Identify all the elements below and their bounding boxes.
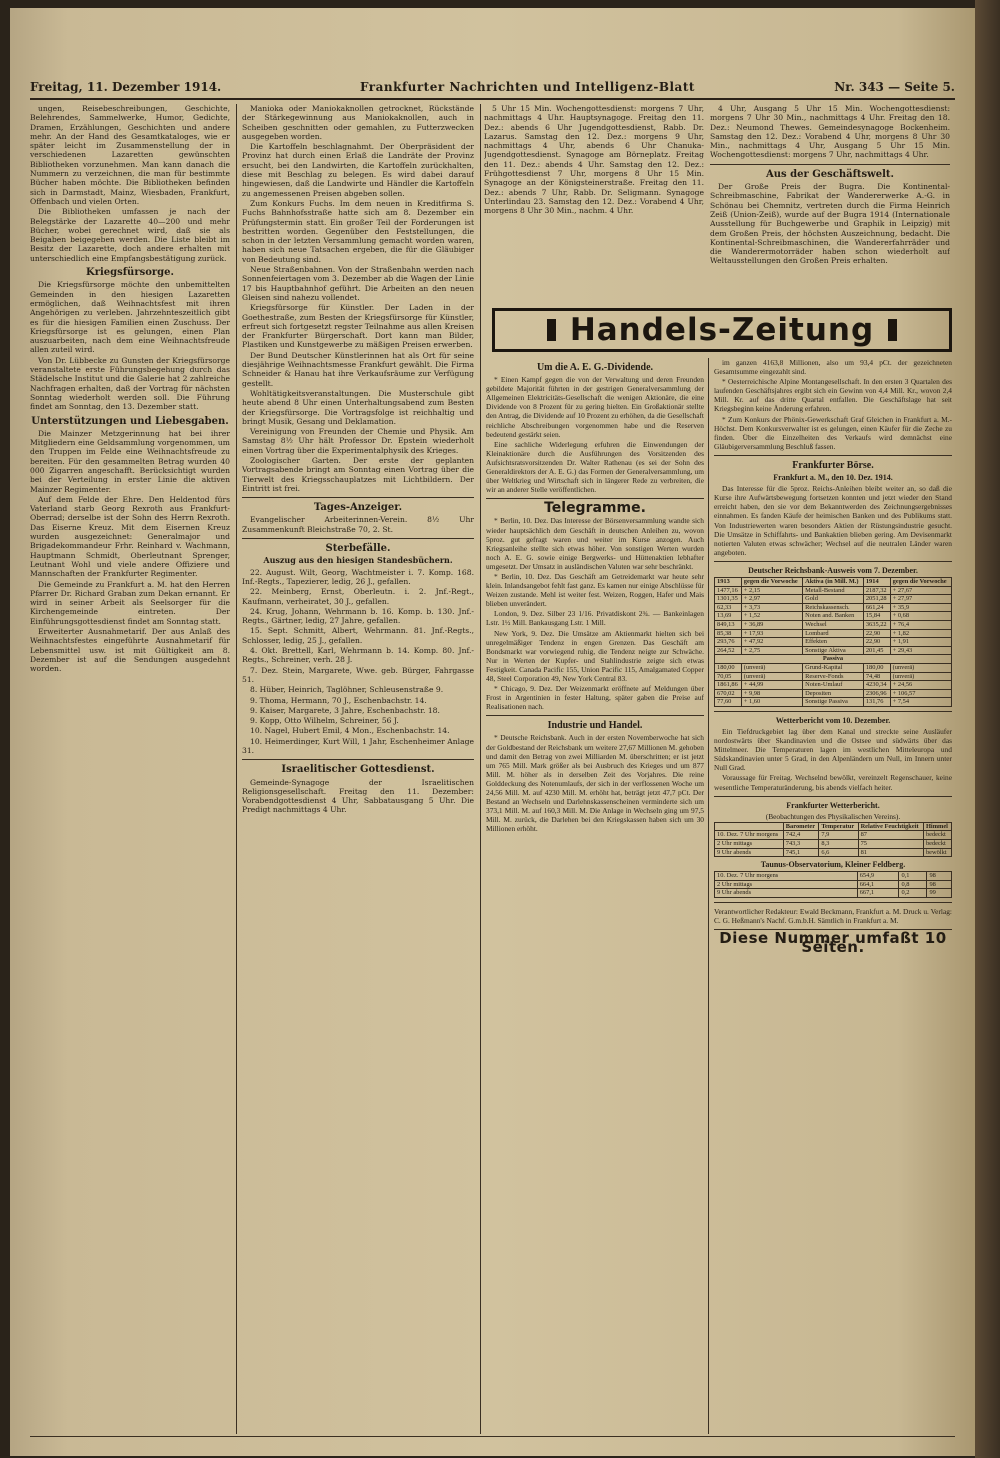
table-section-label: Passiva xyxy=(715,655,952,664)
column-2 xyxy=(242,104,474,1434)
table-cell: + 44,99 xyxy=(741,681,802,690)
table-row xyxy=(715,638,952,647)
table-cell: + 35,9 xyxy=(890,603,951,612)
table-cell: Grund-Kapital xyxy=(803,663,864,672)
table-cell: 2051,28 xyxy=(863,595,890,604)
table-cell: 10. Dez. 7 Uhr morgens xyxy=(715,831,784,840)
article-text: Auf dem Felde der Ehre. Den Heldentod fürs Vaterland starb Georg Rexroth aus Frankfurt-Oberrad; derselbe ist der Sohn des Herrn Rexroth. Das Eiserne Kreuz. Mit dem Eisernen Kreuz wurden ausgezeichnet: Generalmajor und Brigadekommandeur Frhr. Reinhard v. Wachmann, Hauptmann Schmidt, Oberleutnant Sprenger, Leutnant Wohl und viele andere Offiziere und Mannschaften der Frankfurter Regimenter. xyxy=(30,494,230,579)
table-cell: 201,45 xyxy=(863,646,890,655)
table-cell: + 1,60 xyxy=(741,698,802,707)
table-cell: 3635,22 xyxy=(863,620,890,629)
table-body xyxy=(715,872,952,898)
section-heading: Kriegsfürsorge. xyxy=(86,267,174,279)
table-cell: 1301,35 xyxy=(715,595,742,604)
table-cell: 4230,34 xyxy=(863,681,890,690)
table-cell: Sonstige Passiva xyxy=(803,698,864,707)
table-cell: Gold xyxy=(803,595,864,604)
table-cell: 99 xyxy=(927,889,952,898)
article-text: Neue Straßenbahnen. Von der Straßenbahn werden nach Sonnenfeiertagen vom 3. Dezember ab die Wagen der Linie 17 bis Hauptbahnhof geführt. Die Arbeiten an den neuen Gleisen sind nahezu vollendet. xyxy=(242,265,474,302)
table-cell: + 1,91 xyxy=(890,638,951,647)
table-cell: Reserve-Fonds xyxy=(803,672,864,681)
table-cell: 62,33 xyxy=(715,603,742,612)
section-heading: Sterbefälle. xyxy=(325,543,391,555)
table-header: Himmel xyxy=(923,822,951,831)
divider xyxy=(714,796,952,797)
column-divider xyxy=(708,358,709,1434)
table-cell: 22,90 xyxy=(863,638,890,647)
divider xyxy=(486,498,704,499)
table-cell: + 0,68 xyxy=(890,612,951,621)
banner-title: Handels-Zeitung xyxy=(569,312,875,348)
masthead-page-number: Nr. 343 — Seite 5. xyxy=(834,80,955,94)
table-cell: 2 Uhr mittags xyxy=(715,880,858,889)
table-header: 1913 xyxy=(715,577,742,586)
table-header: 1914 xyxy=(863,577,890,586)
table-cell: + 2,15 xyxy=(741,586,802,595)
table-cell: 77,60 xyxy=(715,698,742,707)
table-title: Deutscher Reichsbank-Ausweis vom 7. Dezember. xyxy=(748,565,918,575)
table-cell: 74,48 xyxy=(863,672,890,681)
section-subheading: Frankfurt a. M., den 10. Dez. 1914. xyxy=(773,473,893,483)
article-text: im ganzen 4163,8 Millionen, also um 93,4 pCt. der gezeichneten Gesamtsumme eingezahlt sind. xyxy=(714,358,952,377)
table-cell: 85,38 xyxy=(715,629,742,638)
table-cell: 98 xyxy=(927,872,952,881)
table-cell: 13,69 xyxy=(715,612,742,621)
table-cell: 849,13 xyxy=(715,620,742,629)
divider xyxy=(242,497,474,498)
death-notice: 8. Hüber, Heinrich, Taglöhner, Schleusenstraße 9. xyxy=(250,685,444,695)
article-text: * Berlin, 10. Dez. Das Geschäft am Getreidemarkt war heute sehr klein. Inlandsangebot fehlt fast ganz. Es kamen nur einige Abschlüsse für Weizen zustande. Mehl ist weiter fest. Weizen, Roggen, Hafer und Mais blieben unverändert. xyxy=(486,571,704,609)
table-cell: + 1,52 xyxy=(741,612,802,621)
table-cell: 70,05 xyxy=(715,672,742,681)
article-text: Die Kriegsfürsorge möchte den unbemittelten Gemeinden in den hiesigen Lazaretten ermöglichen, daß Weihnachtsfest mit ihren Angehörigen zu verleben. Jahrzehnteszeitlich gibt es für die hiesigen Familien einen Zuschuss. Der Kriegsfürsorge ist es gelungen, einen Plan auszuarbeiten, nach dem eine Weihnachtsfreude allen zuteil wird. xyxy=(30,280,230,355)
table-cell: 664,1 xyxy=(857,880,899,889)
table-cell: 10. Dez. 7 Uhr morgens xyxy=(715,872,858,881)
table-cell: 654,9 xyxy=(857,872,899,881)
table-header: gegen die Vorwoche xyxy=(890,577,951,586)
taunus-table xyxy=(714,871,952,898)
article-text: Zum Konkurs Fuchs. Im dem neuen in Kreditfirma S. Fuchs Bahnhofsstraße hatte sich am 8. Dezember ein Prüfungstermin statt. Ein großer Teil der Forderungen ist bestritten worden. Gegenüber den Feststellungen, die schon in der letzten Versammlung gemacht worden waren, haben sich neue Tatsachen ergeben, die für die Gläubiger von Bedeutung sind. xyxy=(242,198,474,264)
table-cell: 7,9 xyxy=(819,831,858,840)
table-cell: + 1,82 xyxy=(890,629,951,638)
table-cell: 1861,86 xyxy=(715,681,742,690)
table-row xyxy=(715,663,952,672)
table-cell: 6,6 xyxy=(819,848,858,857)
article-text: 5 Uhr 15 Min. Wochengottesdienst: morgens 7 Uhr, nachmittags 4 Uhr. Hauptsynagoge. Freitag den 11. Dez.: abends 6 Uhr Jugendgottesdienst, Rabb. Dr. Lazarus. Samstag den 12. Dez.: morgens 9 Uhr, nachmittags 4 Uhr, abends 6 Uhr Chanuka-Jugendgottesdienst. Synagoge am Börneplatz. Freitag den 11. Dez.: abends 4 Uhr. Samstag den 12. Dez.: Frühgottesdienst 7 Uhr, morgens 8 Uhr 15 Min. Synagoge an der Königsteinerstraße. Freitag den 11. Dez.: abends 7 Uhr, Rabb. Dr. Seligmann. Synagoge Unterlindau 23. Samstag den 12. Dez.: Vorabend 4 Uhr, morgens 8 Uhr 30 Min., nachm. 4 Uhr. xyxy=(484,104,704,216)
article-text: Evangelischer Arbeiterinnen-Verein. 8½ Uhr Zusammenkunft Bleichstraße 70, 2. St. xyxy=(242,515,474,534)
section-heading: Aus der Geschäftswelt. xyxy=(765,168,895,180)
section-heading: Tages-Anzeiger. xyxy=(313,502,403,514)
table-cell: (unverä) xyxy=(890,672,951,681)
table-cell: + 36,89 xyxy=(741,620,802,629)
weather-table xyxy=(714,822,952,857)
bottom-rule xyxy=(30,1436,955,1437)
divider xyxy=(710,164,950,165)
table-row xyxy=(715,889,952,898)
article-text: Die Bibliotheken umfassen je nach der Belegstärke der Lazarette 40—200 und mehr Bücher, wobei gerechnet wird, daß sie als Beigaben beigegeben werden. Die Liste bleibt im Besitz der Lazarette, doch andere erhalten mit unterschiedlich eine Empfangsbestätigung zurück. xyxy=(30,207,230,263)
article-text: Von Dr. Lübbecke zu Gunsten der Kriegsfürsorge veranstaltete erste Führungsbegehung durch das Städelsche Institut und die Galerie hat 2 zahlreiche Nachfragen erhalten, daß der Vortrag für nächsten Sonntag wiederholt werden soll. Die Führung findet am Sonntag, den 13. Dezember statt. xyxy=(30,355,230,412)
table-row xyxy=(715,880,952,889)
table-header: Temperatur xyxy=(819,822,858,831)
article-text: Der Bund Deutscher Künstlerinnen hat als Ort für seine diesjährige Weihnachtsmesse Frankfurt gewählt. Die Firma Schneider & Hanau hat ihre Verkaufsräume zur Verfügung gestellt. xyxy=(242,350,474,388)
table-cell: 9 Uhr abends xyxy=(715,848,784,857)
divider xyxy=(714,711,952,712)
table-cell: 670,02 xyxy=(715,689,742,698)
table-cell: 180,00 xyxy=(715,663,742,672)
table-cell: + 106,57 xyxy=(890,689,951,698)
section-subheading: Frankfurter Wetterbericht. xyxy=(786,800,880,810)
table-cell: 22,90 xyxy=(863,629,890,638)
table-cell: 0,1 xyxy=(899,872,927,881)
article-text: Zoologischer Garten. Der erste der geplanten Vortragsabende bringt am Sonntag einen Vortrag über die Tierwelt des Kriegsschauplatzes mit Lichtbildern. Der Eintritt ist frei. xyxy=(242,455,474,493)
table-row xyxy=(715,872,952,881)
table-cell: + 7,54 xyxy=(890,698,951,707)
table-body xyxy=(715,586,952,655)
table-row xyxy=(715,586,952,595)
table-cell: 180,00 xyxy=(863,663,890,672)
table-cell: + 76,4 xyxy=(890,620,951,629)
handels-zeitung-banner xyxy=(492,308,952,352)
section-subheading: Wetterbericht vom 10. Dezember. xyxy=(775,715,891,725)
table-cell: bedeckt xyxy=(923,840,951,849)
table-header: Barometer xyxy=(783,822,819,831)
table-cell: 1477,16 xyxy=(715,586,742,595)
table-row xyxy=(715,848,952,857)
table-body xyxy=(715,663,952,706)
table-cell: 87 xyxy=(858,831,923,840)
section-heading: Industrie und Handel. xyxy=(547,720,643,732)
column-4-top xyxy=(710,104,950,299)
table-cell: Lombard xyxy=(803,629,864,638)
article-text: Eine sachliche Widerlegung erfuhren die Einwendungen der Kleinaktionäre durch die Ausführungen des Vorsitzenden des Aufsichtsratsvorsitzenden Dr. Walter Rathenau (es sei der Sohn des Generaldirektors der A. E. G.) das Formen der Generalversammlung, um über Weltkrieg und Wirtschaft sich in längerer Rede zu verbreiten, die wir an anderer Stelle veröffentlichen. xyxy=(486,439,704,495)
table-cell: Depositen xyxy=(803,689,864,698)
article-text: * Zum Konkurs der Phönix-Gewerkschaft Graf Gleichen in Frankfurt a. M.-Höchst. Dem Konkursverwalter ist es gelungen, einen Käufer für die Zeche zu finden. Über die Einzelheiten des Verkaufs wird demnächst eine Gläubigerversammlung Beschluß fassen. xyxy=(714,414,952,451)
article-text: Manioka oder Maniokaknollen getrocknet, Rückstände der Stärkegewinnung aus Maniokaknollen, auch in Scheiben geschnitten oder gemahlen, zu Futterzwecken ausgegeben worden. xyxy=(242,104,474,141)
table-cell: Noten and. Banken xyxy=(803,612,864,621)
section-heading: Israelitischer Gottesdienst. xyxy=(281,764,435,776)
section-note: (Beobachtungen des Physikalischen Vereins). xyxy=(765,811,901,821)
death-notice: 15. Sept. Schmitt, Albert, Wehrmann. 81. Jnf.-Regts., Schlosser, ledig, 25 J., gefallen. xyxy=(242,626,474,645)
column-6 xyxy=(714,358,952,1434)
table-cell: + 24,56 xyxy=(890,681,951,690)
masthead-title: Frankfurter Nachrichten und Intelligenz-Blatt xyxy=(360,80,695,94)
article-text: Kriegsfürsorge für Künstler. Der Laden in der Goethestraße, zum Besten der Kriegsfürsorge für Künstler, erfreut sich fortgesetzt regster Teilnahme aus allen Kreisen der Frankfurter Bürgerschaft. Dort kann man Bilder, Plastiken und Kunstgewerbe zu mäßigen Preisen erwerben. xyxy=(242,303,474,350)
table-header-row xyxy=(715,577,952,586)
table-cell: 98 xyxy=(927,880,952,889)
table-row xyxy=(715,595,952,604)
table-row xyxy=(715,672,952,681)
table-cell: Sonstige Aktiva xyxy=(803,646,864,655)
table-cell: (unverä) xyxy=(741,672,802,681)
article-text: * Deutsche Reichsbank. Auch in der ersten Novemberwoche hat sich der Goldbestand der Reichsbank um weitere 27,67 Millionen M. gehoben und damit den Betrag von zwei Milliarden M. überschritten; er ist jetzt um 765 Mill. Mark größer als bei Ausbruch des Krieges und um 877 Mill. M. höher als in derselben Zeit des Vorjahres. Die reine Golddeckung des Notenumlaufs, der sich in der verflossenen Woche um 24,56 Mill. M. auf 4230 Mill. M. erhöht hat, beträgt jetzt 47,7 pCt. Der Bestand an Wechseln und Darlehnskassenscheinen verminderte sich um 373,1 Mill. M. auf 160,3 Mill. M. Die Anlage in Wechseln ging um 97,5 Mill. M. zurück, die Darlehen bei den Kriegskassen haben sich um 30 Millionen erhöht. xyxy=(486,733,704,834)
divider xyxy=(714,902,952,903)
page-count-note: Diese Nummer umfaßt 10 Seiten. xyxy=(719,929,947,957)
death-notice: 9. Kaiser, Margarete, 3 Jahre, Eschenbachstr. 18. xyxy=(250,705,440,715)
table-cell: 81 xyxy=(858,848,923,857)
table-cell: 745,1 xyxy=(783,848,819,857)
table-cell: + 2,97 xyxy=(741,595,802,604)
divider xyxy=(242,538,474,539)
article-text: * Einen Kampf gegen die von der Verwaltung und deren Freunden gebildete Majorität führten in der gestrigen Generalversammlung der Allgemeinen Elektricitäts-Gesellschaft die wenigen Aktionäre, die eine Dividende von 8 Prozent für zu gering hielten. Ein Großaktionär stellte den Antrag, die Dividende auf 10 Prozent zu erhöhen, da die Gesellschaft reichliche Abschreibungen vorgenommen habe und die Reserven bedeutend gestärkt seien. xyxy=(486,375,704,439)
banner-bar-left xyxy=(547,319,556,341)
divider xyxy=(714,561,952,562)
table-cell: Wechsel xyxy=(803,620,864,629)
table-header: Relative Feuchtigkeit xyxy=(858,822,923,831)
table-cell: 2 Uhr mittags xyxy=(715,840,784,849)
table-row xyxy=(715,620,952,629)
article-text: Vereinigung von Freunden der Chemie und Physik. Am Samstag 8½ Uhr hält Professor Dr. Epstein wiederholt einen Vortrag über die Experimentalphysik des Krieges. xyxy=(242,427,474,455)
table-cell: 742,4 xyxy=(783,831,819,840)
article-text: 4 Uhr, Ausgang 5 Uhr 15 Min. Wochengottesdienst: morgens 7 Uhr 30 Min., nachmittags 4 Uhr. Freitag den 18. Dez.: Neumond Thewes. Gemeindesynagoge Bockenheim. Samstag den 12. Dez.: Vorabend 4 Uhr, morgens 8 Uhr 30 Min., nachmittags 4 Uhr, Ausgang 5 Uhr 15 Min. Wochengottesdienst: morgens 7 Uhr, nachmittags 4 Uhr. xyxy=(710,104,950,160)
column-divider xyxy=(236,104,237,1434)
article-text: Das Interesse für die 5proz. Reichs-Anleihen bleibt weiter an, so daß die Kurse ihre Aufwärtsbewegung fortsetzen konnten und jetzt wieder den Stand erreicht haben, den sie vor dem Bekanntwerden des Zeichnungsergebnisses einnahmen. Es fanden Käufe der heimischen Banken und des Publikums statt. Von Industriewerten waren besonders Aktien der Rüstungsindustrie gesucht. Die Umsätze in Schiffahrts- und Bankaktien blieben gering. Am Devisenmarkt notierten Valuten etwas schwächer; Wechsel auf die neutralen Länder waren angeboten. xyxy=(714,484,952,557)
article-text: Erweiterter Ausnahmetarif. Der aus Anlaß des Weihnachtsfestes eingeführte Ausnahmetarif für Lebensmittel usw. ist mit Gültigkeit am 8. Dezember ist auf die Sendungen ausgedehnt worden. xyxy=(30,627,230,674)
table-row xyxy=(715,612,952,621)
article-text: Der Große Preis der Bugra. Die Kontinental-Schreibmaschine, Fabrikat der Wandererwerke A.-G. in Schönau bei Chemnitz, vertreten durch die Firma Heinrich Zeiß (Union-Zeiß), wurde auf der Bugra 1914 (Internationale Ausstellung für Buchgewerbe und Graphik in Leipzig) mit dem Großen Preis, der höchsten Auszeichnung, bedacht. Die Kontinental-Schreibmaschinen, die Wandererfahrräder und die Wanderermotorräder haben schon wiederholt auf Weltausstellungen den Großen Preis erhalten. xyxy=(710,182,950,266)
article-text: Ein Tiefdruckgebiet lag über dem Kanal und streckte seine Ausläufer nordostwärts über Skandinavien und die Ostsee und südwärts über das Mittelmeer. Die Temperaturen lagen im westlichen Mitteleuropa und Südskandinavien unter 5 Grad, in den Alpenländern um Null, im Innern unter Null Grad. xyxy=(714,726,952,773)
table-cell: 0,2 xyxy=(899,889,927,898)
table-cell: 661,24 xyxy=(863,603,890,612)
table-cell: 15,84 xyxy=(863,612,890,621)
table-row xyxy=(715,603,952,612)
table-cell: 293,76 xyxy=(715,638,742,647)
article-text: * Chicago, 9. Dez. Der Weizenmarkt eröffnete auf Meldungen über Frost in Argentinien in fester Haltung, später gaben die Preise auf Realisationen nach. xyxy=(486,684,704,712)
table-cell: + 27,97 xyxy=(890,595,951,604)
table-cell: 9 Uhr abends xyxy=(715,889,858,898)
death-notice: 9. Thoma, Hermann, 70 J., Eschenbachstr. 14. xyxy=(250,695,427,705)
table-cell: Effekten xyxy=(803,638,864,647)
article-text: New York, 9. Dez. Die Umsätze am Aktienmarkt hielten sich bei unregelmäßiger Tendenz in engen Grenzen. Das Geschäft am Bondsmarkt war vorwiegend ruhig, die Tendenz neigte zur Schwäche. Nur in Werten der Kupfer- und Stahlindustrie zeigte sich etwas Festigkeit. Canada Pacific 155, Union Pacific 115, Amalgamated Copper 48, Steel Corporation 49, New York Central 83. xyxy=(486,628,704,683)
table-row xyxy=(715,681,952,690)
table-body xyxy=(715,831,952,857)
table-cell: bewölkt xyxy=(923,848,951,857)
table-cell: Metall-Bestand xyxy=(803,586,864,595)
table-cell: + 29,43 xyxy=(890,646,951,655)
section-heading: Um die A. E. G.-Dividende. xyxy=(536,362,654,373)
table-cell: 2306,96 xyxy=(863,689,890,698)
table-cell: + 9,98 xyxy=(741,689,802,698)
table-row xyxy=(715,698,952,707)
article-text: * Berlin, 10. Dez. Das Interesse der Börsenversammlung wandte sich wieder hauptsächlich dem Geschäft in deutschen Anleihen zu, wovon 5proz. gut gefragt waren und weiter im Kurse anzogen. Auch Kriegsanleihe stellte sich etwas höher. Von sonstigen Werten wurden noch A. E. G. sowie einige Bergwerks- und Hüttenaktien lebhafter umgesetzt. Der Umsatz in ausländischen Valuten war sehr beschränkt. xyxy=(486,516,704,571)
table-cell: 0,8 xyxy=(899,880,927,889)
death-notice: 10. Heimerdinger, Kurt Will, 1 Jahr, Eschenheimer Anlage 31. xyxy=(242,736,474,755)
newspaper-page xyxy=(10,8,975,1456)
table-cell: 8,3 xyxy=(819,840,858,849)
article-text: Wohltätigkeitsveranstaltungen. Die Musterschule gibt heute abend 8 Uhr einen Unterhaltungsabend zum Besten der Kriegsfürsorge. Die Vortragsfolge ist reichhaltig und bringt Musik, Gesang und Deklamation. xyxy=(242,388,474,426)
article-text: Gemeinde-Synagoge der Israelitischen Religionsgesellschaft. Freitag den 11. Dezember: Vorabendgottesdienst 4 Uhr, Sabbatausgang 5 Uhr. Die Predigt nachmittags 4 Uhr. xyxy=(242,777,474,815)
table-header: gegen die Vorwoche xyxy=(741,577,802,586)
divider xyxy=(714,455,952,456)
table-cell: 743,3 xyxy=(783,840,819,849)
table-row xyxy=(715,831,952,840)
table-cell: 264,52 xyxy=(715,646,742,655)
article-text: Voraussage für Freitag. Wechselnd bewölkt, vereinzelt Regenschauer, keine wesentliche Temperaturänderung, bis abends vielfach heiter. xyxy=(714,773,952,792)
table-section-row xyxy=(715,655,952,664)
table-cell: (unverä) xyxy=(741,663,802,672)
article-text: Die Gemeinde zu Frankfurt a. M. hat den Herren Pfarrer Dr. Richard Graban zum Dekan ernannt. Er wird in seiner Arbeit als Seelsorger für die Kirchengemeinde eintreten. Der Einführungsgottesdienst findet am Sonntag statt. xyxy=(30,579,230,626)
article-text: * Oesterreichische Alpine Montangesellschaft. In den ersten 3 Quartalen des laufenden Geschäftsjahres ergibt sich ein Gewinn von 4,4 Mill. Kr., wovon 2,4 Mill. Kr. auf das dritte Quartal entfallen. Die Geschäftslage hat seit Kriegsbeginn keine Änderung erfahren. xyxy=(714,377,952,414)
table-cell: + 3,73 xyxy=(741,603,802,612)
masthead-date: Freitag, 11. Dezember 1914. xyxy=(30,80,222,94)
section-heading: Unterstützungen und Liebesgaben. xyxy=(31,415,229,427)
reichsbank-table xyxy=(714,577,952,707)
table-cell: bedeckt xyxy=(923,831,951,840)
table-cell: + 47,92 xyxy=(741,638,802,647)
death-notice: 10. Nagel, Hubert Emil, 4 Mon., Eschenbachstr. 14. xyxy=(250,726,450,736)
article-text: Die Mainzer Metzgerinnung hat bei ihrer Mitgliedern eine Geldsammlung vorgenommen, um den Truppen im Felde eine Weihnachtsfreude zu bereiten. Für den gesammelten Betrag wurden 40 000 Zigarren angeschafft. Berücksichtigt wurden bei der Verteilung in erster Linie die aktiven Mainzer Regimenter. xyxy=(30,428,230,494)
table-row xyxy=(715,689,952,698)
table-cell: 2187,32 xyxy=(863,586,890,595)
table-cell: 75 xyxy=(858,840,923,849)
section-subheading: Auszug aus den hiesigen Standesbüchern. xyxy=(263,555,453,566)
column-3-top xyxy=(484,104,704,299)
table-cell: 131,76 xyxy=(863,698,890,707)
table-header: Aktiva (in Mill. M.) xyxy=(803,577,864,586)
death-notice: 22. August. Wilt, Georg, Wachtmeister i. 7. Komp. 168. Inf.-Regts., Tapezierer, ledig, 26 J., gefallen. xyxy=(242,567,474,586)
binding-edge xyxy=(975,0,1000,1458)
table-cell: Reichskassensch. xyxy=(803,603,864,612)
table-header-row xyxy=(715,822,952,831)
table-cell: Noten-Umlauf xyxy=(803,681,864,690)
banner-bar-right xyxy=(888,319,897,341)
section-subheading: Taunus-Observatorium, Kleiner Feldberg. xyxy=(760,860,906,870)
table-cell: + 17,93 xyxy=(741,629,802,638)
table-cell: (unverä) xyxy=(890,663,951,672)
table-cell: + 2,75 xyxy=(741,646,802,655)
column-5 xyxy=(486,358,704,1434)
column-1 xyxy=(30,104,230,1434)
table-row xyxy=(715,629,952,638)
death-notice: 4. Okt. Brettell, Karl, Wehrmann b. 14. Komp. 80. Jnf.-Regts., Schreiner, verh. 28 J. xyxy=(242,646,474,665)
table-cell: + 27,67 xyxy=(890,586,951,595)
article-text: London, 9. Dez. Silber 23 1/16. Privatdiskont 2¾. — Bankeinlagen Lstr. 1½ Mill. Bankausgang Lstr. 1 Mill. xyxy=(486,609,704,628)
death-notice: 24. Krug, Johann, Wehrmann b. 16. Komp. b. 130. Jnf.-Regts., Gärtner, ledig, 27 Jahre, gefallen. xyxy=(242,606,474,626)
divider xyxy=(242,759,474,760)
section-heading: Telegramme. xyxy=(544,500,646,517)
column-divider xyxy=(480,104,481,1434)
imprint: Verantwortlicher Redakteur: Ewald Beckmann, Frankfurt a. M. Druck u. Verlag: C. G. Heßmann's Nachf. G.m.b.H. Sämtlich in Frankfurt a. M. xyxy=(714,907,952,926)
death-notice: 7. Dez. Stein, Margarete, Wwe. geb. Bürger, Fahrgasse 51. xyxy=(242,665,474,684)
table-row xyxy=(715,646,952,655)
divider xyxy=(486,715,704,716)
section-heading: Frankfurter Börse. xyxy=(792,459,874,471)
article-text: ungen, Reisebeschreibungen, Geschichte, Belehrendes, Sammelwerke, Humor, Gedichte, Dramen, Erzählungen, Geschichten und andere mehr. An der Hand des Gesamtkataloges, wie er später leicht im Zusammenstellung der in verschiedenen Lazaretten gewünschten Bibliotheken vorzunehmen. Man kann danach die Nummern zu verzeichnen, die man für bestimmte Bücher haben möchte. Die Bibliotheken befinden sich in Darmstadt, Mainz, Wiesbaden, Frankfurt, Offenbach und vielen Orten. xyxy=(30,104,230,206)
table-header xyxy=(715,822,784,831)
table-row xyxy=(715,840,952,849)
article-text: Die Kartoffeln beschlagnahmt. Der Oberpräsident der Provinz hat durch einen Erlaß die Landräte der Provinz ersucht, bei den Landwirten, die Kartoffeln zurückhalten, diese mit Beschlag zu belegen. Es wird dabei darauf hingewiesen, daß die Landwirte und Händler die Kartoffeln zu angemessenen Preisen abgeben sollen. xyxy=(242,142,474,198)
death-notice: 9. Kopp, Otto Wilhelm, Schreiner, 56 J. xyxy=(250,716,399,726)
table-cell: 667,1 xyxy=(857,889,899,898)
death-notice: 22. Meinberg, Ernst, Oberleutn. i. 2. Jnf.-Regt., Kaufmann, verheiratet, 30 J., gefallen. xyxy=(242,587,474,606)
masthead xyxy=(30,80,955,100)
